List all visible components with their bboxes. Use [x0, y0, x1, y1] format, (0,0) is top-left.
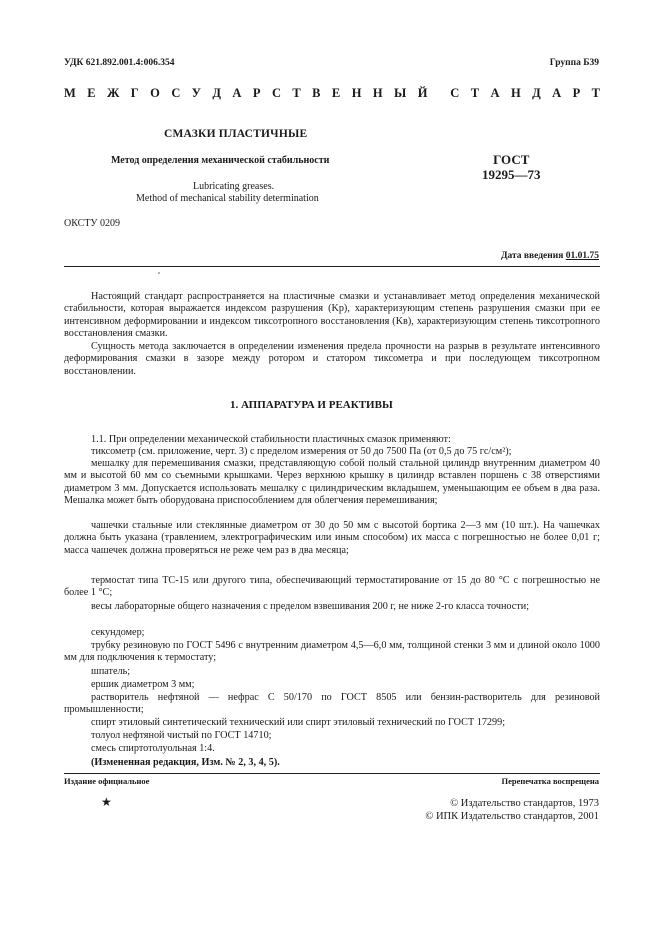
document-subtitle: Метод определения механической стабильности [111, 155, 330, 166]
list-item: толуол нефтяной чистый по ГОСТ 14710; [91, 730, 272, 741]
letter: Й [417, 86, 428, 100]
list-item: ершик диаметром 3 мм; [91, 679, 195, 690]
official-edition-label: Издание официальное [64, 776, 150, 786]
letter: А [490, 86, 500, 100]
list-item: секундомер; [91, 627, 145, 638]
intro-paragraph: Настоящий стандарт распространяется на пластичные смазки и устанавливает метод определения механической стабильности, которая выражается индексом разрушения (Kр), характеризующим степень разрушения смазки при ее интенсивном деформировании и индексом тиксотропного восстановления (Kв), характеризующим степень тиксотропного восстановления смазки. [64, 291, 600, 339]
document-title: СМАЗКИ ПЛАСТИЧНЫЕ [164, 128, 308, 140]
section-heading: 1. АППАРАТУРА И РЕАКТИВЫ [230, 399, 393, 411]
letter: М [64, 86, 76, 100]
scan-speck [158, 272, 160, 274]
group-code: Группа Б39 [549, 58, 599, 68]
letter: Е [331, 86, 341, 100]
letter: Д [212, 86, 221, 100]
letter: Т [292, 86, 301, 100]
introduction-date-value: 01.01.75 [565, 251, 599, 261]
standard-type-heading [64, 86, 600, 101]
letter: Н [351, 86, 362, 100]
letter: А [552, 86, 562, 100]
english-title-line2: Method of mechanical stability determination [136, 193, 319, 204]
list-item: трубку резиновую по ГОСТ 5496 с внутренним диаметром 4,5—6,0 мм, толщиной стенки 3 мм и длиной около 1000 мм для подключения к термостату; [64, 640, 600, 664]
letter: Н [372, 86, 383, 100]
intro-paragraph: Сущность метода заключается в определении изменения предела прочности на разрыв в результате интенсивного деформирования смазки в зазоре между ротором и статором тиксометра и при последующем тиксотропном восстановлении. [64, 341, 600, 377]
list-item: растворитель нефтяной — нефрас С 50/170 по ГОСТ 8505 или бензин-растворитель для резиновой промышленности; [64, 692, 600, 716]
letter: Т [470, 86, 480, 100]
copyright-2001: © ИПК Издательство стандартов, 2001 [425, 811, 599, 822]
letter: С [171, 86, 181, 100]
letter: Р [572, 86, 581, 100]
letter: А [232, 86, 242, 100]
letter: О [150, 86, 160, 100]
english-title-line1: Lubricating greases. [193, 181, 275, 192]
letter: С [271, 86, 281, 100]
list-item: тиксометр (см. приложение, черт. 3) с пределом измерения от 50 до 7500 Па (от 0,5 до 75 гс/см²); [91, 446, 512, 457]
list-item: спирт этиловый синтетический технический или спирт этиловый технический по ГОСТ 17299; [91, 717, 506, 728]
list-item: чашечки стальные или стеклянные диаметром от 30 до 50 мм с высотой бортика 2—3 мм (10 шт.). На чашечках должна быть указана (травлением, электрографическим или иным способом) их масса с погрешностью не более 0,01 г; масса чашечек должна проверяться не реже чем раз в два месяца; [64, 520, 600, 556]
gost-number: 19295—73 [482, 167, 541, 182]
list-item: мешалку для перемешивания смазки, представляющую собой полый стальной цилиндр внутренним диаметром 40 мм и высотой 60 мм со съемными крышками. Через верхнюю крышку в цилиндр вставлен поршень с 38 отверстиями диаметром 3 мм. Допускается использовать мешалку с цилиндрическим вкладышем, уменьшающим ее объем в два раза. Мешалка может быть оборудована приспособлением для облегчения перемешивания; [64, 458, 600, 506]
letter: Р [252, 86, 261, 100]
introduction-date [501, 251, 599, 261]
letter: У [191, 86, 201, 100]
list-item: смесь спиртотолуольная 1:4. [91, 743, 215, 754]
udk-code: УДК 621.892.001.4:006.354 [64, 58, 175, 68]
list-item: весы лабораторные общего назначения с пределом взвешивания 200 г, не ниже 2-го класса точности; [91, 601, 530, 612]
letter: Е [87, 86, 96, 100]
letter: Д [532, 86, 541, 100]
letter: В [312, 86, 321, 100]
letter: С [450, 86, 460, 100]
copyright-1973: © Издательство стандартов, 1973 [450, 798, 599, 809]
letter: Т [591, 86, 600, 100]
letter: Ж [107, 86, 120, 100]
amendment-note: (Измененная редакция, Изм. № 2, 3, 4, 5). [91, 757, 280, 768]
list-item: термостат типа ТС-15 или другого типа, обеспечивающий термостатирование от 15 до 80 °С с погрешностью не более 1 °С; [64, 575, 600, 599]
header-divider [64, 266, 600, 267]
letter: Н [510, 86, 521, 100]
clause-lead: 1.1. При определении механической стабильности пластичных смазок применяют: [91, 434, 451, 445]
list-item: шпатель; [91, 666, 131, 677]
footer-divider [64, 773, 600, 774]
introduction-date-label: Дата введения [500, 251, 564, 261]
gost-label: ГОСТ [493, 152, 530, 167]
letter: Г [130, 86, 139, 100]
okstu-code: ОКСТУ 0209 [64, 218, 121, 229]
reprint-prohibited-label: Перепечатка воспрещена [501, 776, 599, 786]
letter: Ы [394, 86, 407, 100]
star-icon: ★ [101, 795, 112, 809]
gost-designation [482, 152, 541, 182]
